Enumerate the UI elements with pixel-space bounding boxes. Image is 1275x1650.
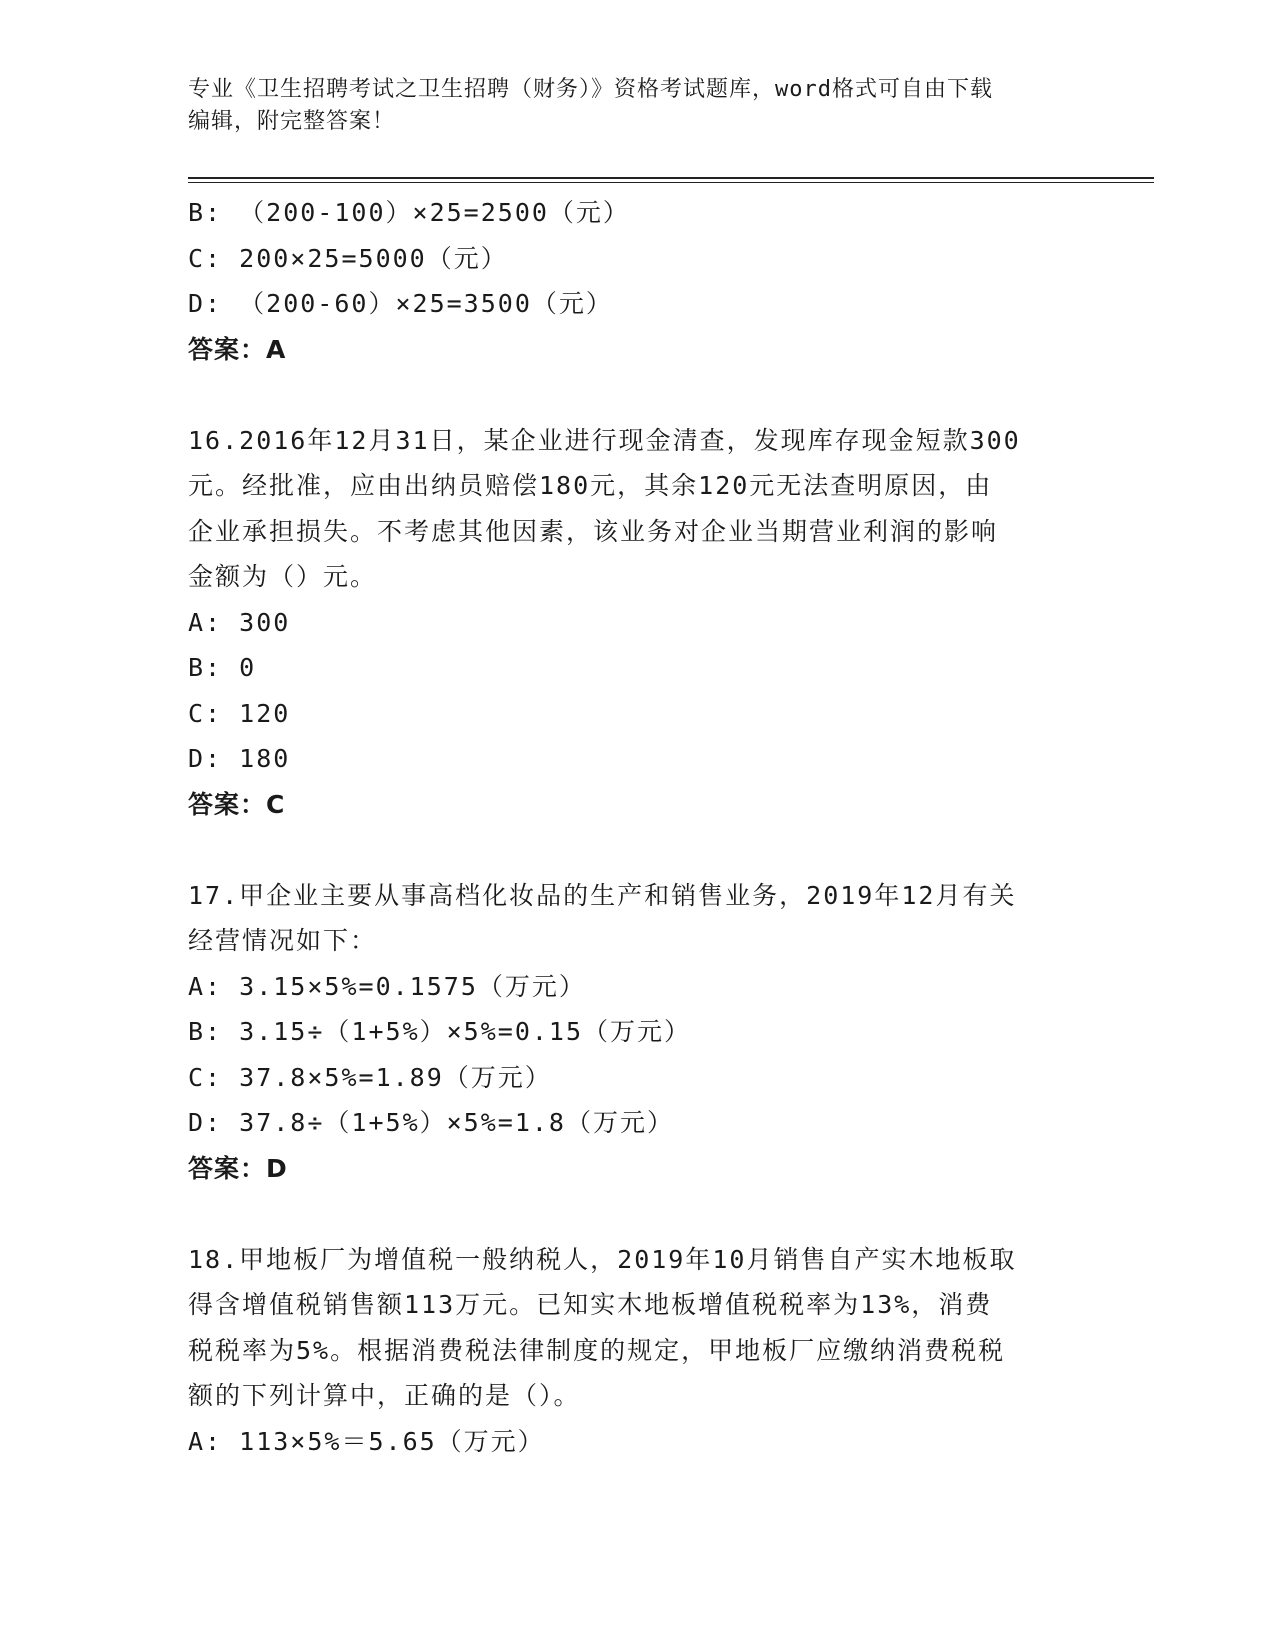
option-d: D: 37.8÷（1+5%）×5%=1.8（万元） xyxy=(188,1108,674,1137)
page-header xyxy=(188,74,1088,138)
header-divider-thin xyxy=(188,182,1154,183)
option-a: A: 3.15×5%=0.1575（万元） xyxy=(188,971,586,1001)
question-16 xyxy=(188,418,1088,828)
option-c: C: 37.8×5%=1.89（万元） xyxy=(188,1062,552,1092)
question-stem-line: 18.甲地板厂为增值税一般纳税人，2019年10月销售自产实木地板取 xyxy=(188,1244,1017,1274)
spacer xyxy=(188,1191,1088,1237)
answer-label: 答案：C xyxy=(188,789,286,819)
question-stem-line: 税税率为5%。根据消费税法律制度的规定，甲地板厂应缴纳消费税税 xyxy=(188,1335,1006,1365)
header-divider-thick xyxy=(188,177,1154,179)
question-15-continued xyxy=(188,190,1088,372)
option-b: B: 3.15÷（1+5%）×5%=0.15（万元） xyxy=(188,1017,692,1046)
question-18 xyxy=(188,1237,1088,1465)
question-17 xyxy=(188,873,1088,1192)
option-d: D: 180 xyxy=(188,744,291,773)
option-c: C: 120 xyxy=(188,698,291,728)
question-stem-line: 元。经批准，应由出纳员赔偿180元，其余120元无法查明原因，由 xyxy=(188,471,993,500)
option-a: A: 300 xyxy=(188,607,291,637)
answer-label: 答案：D xyxy=(188,1153,288,1183)
document-body xyxy=(188,190,1088,1464)
question-stem-line: 金额为（）元。 xyxy=(188,562,378,591)
option-b: B: 0 xyxy=(188,653,257,682)
answer-label: 答案：A xyxy=(188,334,287,364)
option-b: B: （200-100）×25=2500（元） xyxy=(188,198,630,227)
question-stem-line: 16.2016年12月31日，某企业进行现金清查，发现库存现金短款300 xyxy=(188,425,1021,455)
header-line-2: 编辑，附完整答案！ xyxy=(188,109,396,134)
option-c: C: 200×25=5000（元） xyxy=(188,243,508,273)
question-stem-line: 经营情况如下： xyxy=(188,926,378,955)
spacer xyxy=(188,827,1088,873)
option-a: A: 113×5%＝5.65（万元） xyxy=(188,1426,545,1456)
question-stem-line: 得含增值税销售额113万元。已知实木地板增值税税率为13%，消费 xyxy=(188,1290,993,1319)
question-stem-line: 企业承担损失。不考虑其他因素，该业务对企业当期营业利润的影响 xyxy=(188,516,999,546)
spacer xyxy=(188,372,1088,418)
question-stem-line: 额的下列计算中，正确的是（）。 xyxy=(188,1381,581,1410)
header-line-1: 专业《卫生招聘考试之卫生招聘（财务）》资格考试题库，word格式可自由下载 xyxy=(188,77,993,102)
question-stem-line: 17.甲企业主要从事高档化妆品的生产和销售业务，2019年12月有关 xyxy=(188,880,1017,910)
option-d: D: （200-60）×25=3500（元） xyxy=(188,289,613,318)
